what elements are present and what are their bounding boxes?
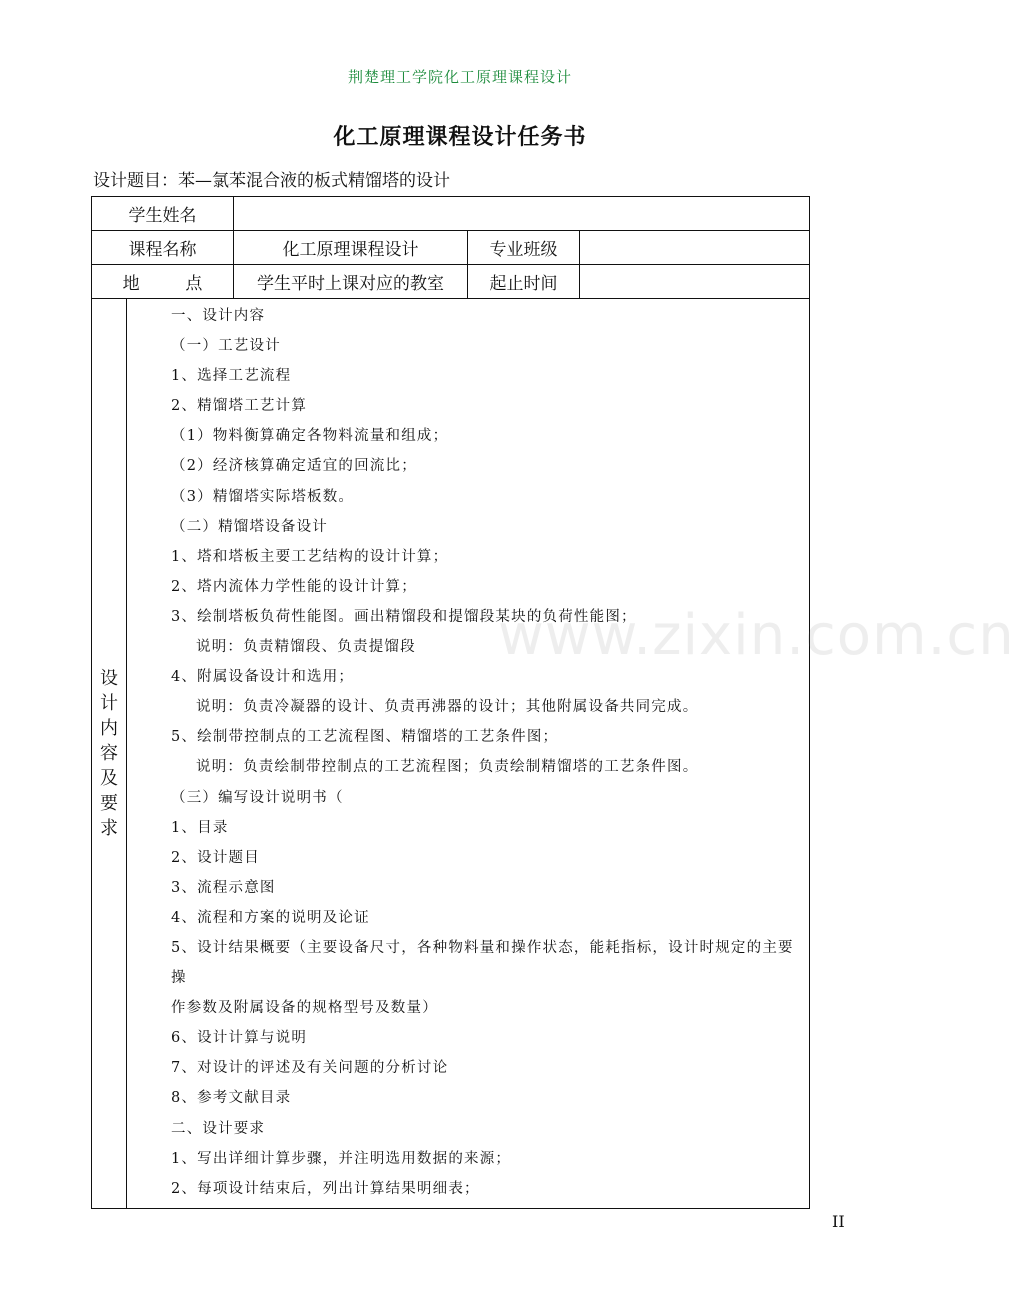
content-line: 2、塔内流体力学性能的设计计算； — [171, 578, 417, 595]
class-label: 专业班级 — [468, 231, 580, 265]
content-line: 2、设计题目 — [171, 849, 260, 866]
content-line: 作参数及附属设备的规格型号及数量） — [171, 1000, 438, 1017]
content-line: 3、绘制塔板负荷性能图。画出精馏段和提馏段某块的负荷性能图； — [171, 608, 637, 625]
content-line: 1、塔和塔板主要工艺结构的设计计算； — [171, 548, 449, 565]
section-content-cell — [127, 299, 810, 1208]
assignment-form-table — [91, 196, 810, 1209]
content-line: （1）物料衡算确定各物料流量和组成； — [171, 428, 449, 445]
content-line: 5、设计结果概要（主要设备尺寸，各种物料量和操作状态，能耗指标，设计时规定的主要操 — [171, 939, 794, 987]
content-line: 1、写出详细计算步骤，并注明选用数据的来源； — [171, 1150, 512, 1167]
content-line: 二、设计要求 — [171, 1120, 266, 1137]
content-line: 6、设计计算与说明 — [171, 1030, 308, 1047]
period-value — [580, 265, 810, 299]
student-name-value — [234, 197, 810, 231]
watermark: www.zixin.com.cn — [498, 603, 1015, 668]
content-line: 2、每项设计结束后，列出计算结果明细表； — [171, 1180, 480, 1197]
student-name-row — [92, 197, 810, 231]
course-value: 化工原理课程设计 — [234, 231, 468, 265]
section-inner-table — [92, 299, 809, 1208]
content-line: 3、流程示意图 — [171, 879, 276, 896]
period-label: 起止时间 — [468, 265, 580, 299]
content-line: 说明：负责精馏段、负责提馏段 — [196, 639, 416, 656]
course-label: 课程名称 — [92, 231, 234, 265]
content-line: 一、设计内容 — [171, 308, 266, 324]
design-subject: 设计题目：苯—氯苯混合液的板式精馏塔的设计 — [93, 171, 450, 191]
content-line: （一）工艺设计 — [171, 338, 281, 355]
place-label-char-1: 地 — [122, 274, 140, 294]
course-row — [92, 231, 810, 265]
place-row — [92, 265, 810, 299]
page-number: II — [832, 1212, 845, 1231]
content-line: （二）精馏塔设备设计 — [171, 518, 328, 535]
content-line: 4、附属设备设计和选用； — [171, 669, 355, 686]
content-row — [92, 299, 810, 1209]
content-line: （2）经济核算确定适宜的回流比； — [171, 458, 417, 475]
content-line: 说明：负责冷凝器的设计、负责再沸器的设计；其他附属设备共同完成。 — [196, 699, 699, 716]
place-label-char-2: 点 — [185, 274, 203, 294]
content-line: 说明：负责绘制带控制点的工艺流程图；负责绘制精馏塔的工艺条件图。 — [196, 759, 699, 776]
content-line: 8、参考文献目录 — [171, 1090, 292, 1107]
class-value — [580, 231, 810, 265]
content-line: 1、选择工艺流程 — [171, 368, 292, 385]
content-line: 1、目录 — [171, 819, 229, 836]
document-title: 化工原理课程设计任务书 — [333, 124, 587, 150]
content-line: 5、绘制带控制点的工艺流程图、精馏塔的工艺条件图； — [171, 729, 559, 746]
content-line: 7、对设计的评述及有关问题的分析讨论 — [171, 1060, 449, 1077]
content-line: 4、流程和方案的说明及论证 — [171, 909, 370, 926]
place-label — [92, 265, 234, 299]
content-line: （三）编写设计说明书（ — [171, 789, 344, 806]
content-line: （3）精馏塔实际塔板数。 — [171, 488, 355, 505]
place-value: 学生平时上课对应的教室 — [234, 265, 468, 299]
content-line: 2、精馏塔工艺计算 — [171, 398, 308, 415]
running-header: 荆楚理工学院化工原理课程设计 — [347, 68, 572, 86]
section-vertical-label-cell — [92, 299, 127, 1208]
section-vertical-label: 设计内容及要求 — [100, 667, 118, 839]
section-block — [92, 299, 810, 1209]
student-name-label: 学生姓名 — [92, 197, 234, 231]
